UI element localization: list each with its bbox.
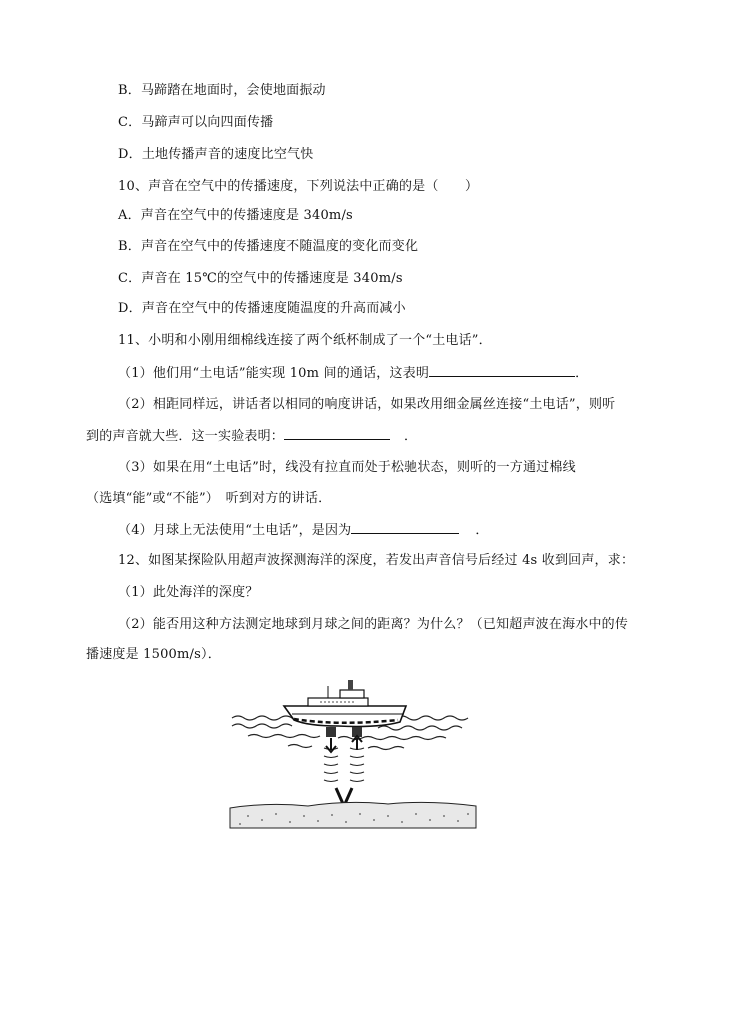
q10-option-c: C．声音在 15℃的空气中的传播速度是 340m/s (118, 271, 403, 286)
q12-stem: 12、如图某探险队用超声波探测海洋的深度，若发出声音信号后经过 4s 收到回声，求： (118, 553, 635, 568)
answer-blank (429, 364, 575, 377)
q9-option-c: C．马蹄声可以向四面传播 (118, 115, 274, 130)
q11-part4-text: （4）月球上无法使用“土电话”，是因为 (118, 523, 352, 538)
q12-part2-line1: （2）能否用这种方法测定地球到月球之间的距离？为什么？（已知超声波在海水中的传 (118, 617, 629, 632)
q11-part4 (118, 521, 489, 540)
q11-part1-text: （1）他们用“土电话”能实现 10m 间的通话，这表明 (118, 366, 430, 381)
q12-part2-line2: 播速度是 1500m/s）． (86, 647, 221, 662)
q11-part2-line1: （2）相距同样远，讲话者以相同的响度讲话，如果改用细金属丝连接“土电话”，则听 (118, 397, 616, 412)
q9-option-b: B．马蹄踏在地面时，会使地面振动 (118, 83, 326, 98)
ship-sonar-icon (228, 676, 478, 830)
q11-part2-line2 (86, 427, 417, 446)
q10-option-b: B．声音在空气中的传播速度不随温度的变化而变化 (118, 239, 419, 254)
answer-blank (284, 427, 390, 440)
q10-option-d: D．声音在空气中的传播速度随温度的升高而减小 (118, 301, 406, 316)
q10-option-a: A．声音在空气中的传播速度是 340m/s (118, 208, 353, 223)
q9-option-d: D．土地传播声音的速度比空气快 (118, 147, 314, 162)
q11-part4-end: ． (475, 523, 489, 538)
q11-part2-end: ． (404, 429, 418, 444)
answer-blank (351, 521, 459, 534)
q12-part1: （1）此处海洋的深度？ (118, 585, 259, 600)
q10-stem: 10、声音在空气中的传播速度，下列说法中正确的是（ ） (118, 179, 479, 194)
q11-part2-text: 到的声音就大些．这一实验表明： (86, 429, 285, 444)
ship-sonar-illustration (228, 676, 478, 830)
q11-stem: 11、小明和小刚用细棉线连接了两个纸杯制成了一个“土电话”． (118, 333, 492, 348)
q11-part3-line2: （选填“能”或“不能”） 听到对方的讲话． (86, 491, 332, 506)
q11-part1-end: ． (575, 366, 589, 381)
q11-part1 (118, 364, 588, 383)
q11-part3-line1: （3）如果在用“土电话”时，线没有拉直而处于松驰状态，则听的一方通过棉线 (118, 460, 576, 475)
